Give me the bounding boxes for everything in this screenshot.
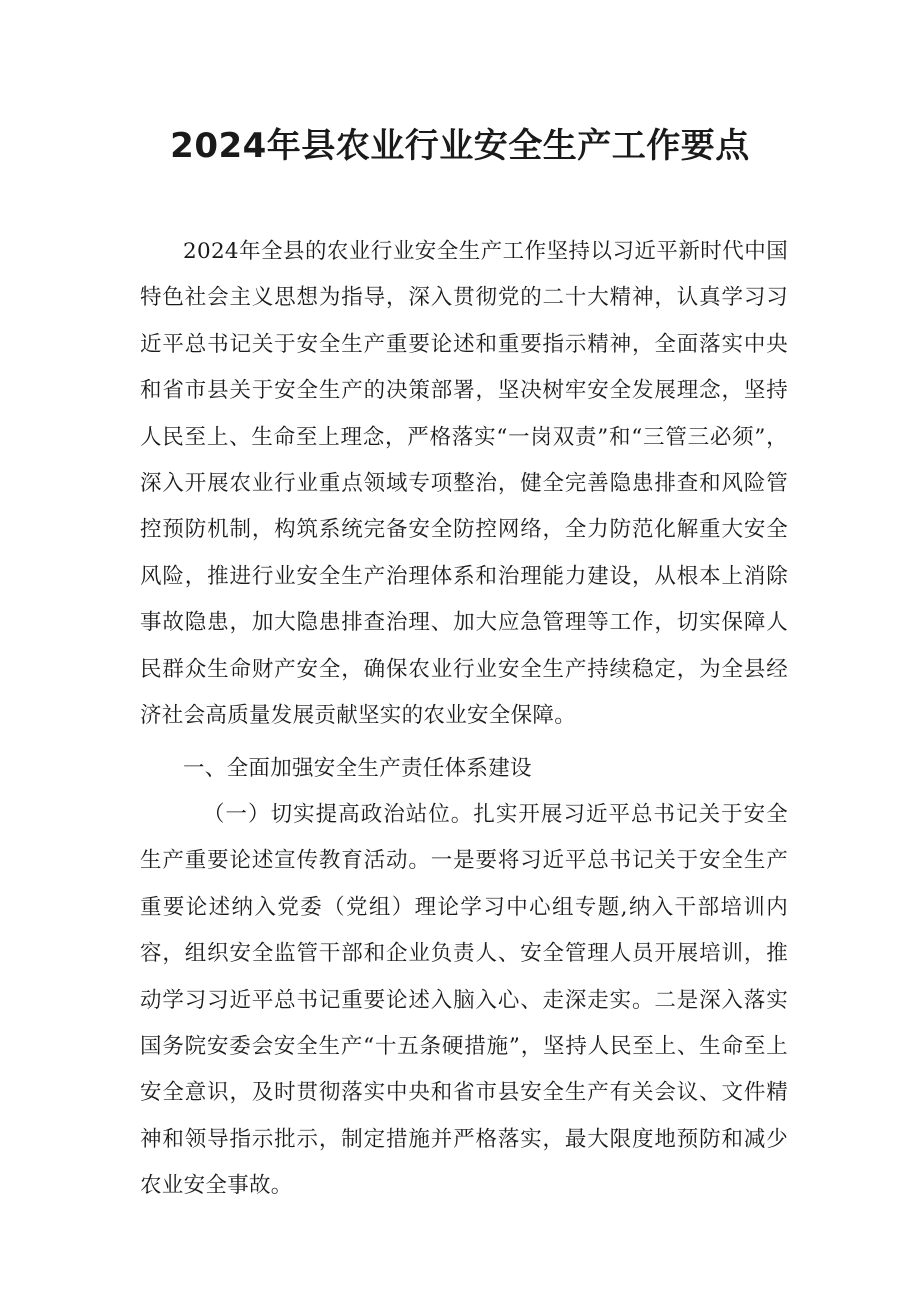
intro-paragraph: 2024年全县的农业行业安全生产工作坚持以习近平新时代中国特色社会主义思想为指导，深入贯彻党的二十大精神，认真学习习近平总书记关于安全生产重要论述和重要指示精神，全面落实中央和省市县关于安全生产的决策部署，坚决树牢安全发展理念，坚持人民至上、生命至上理念，严格落实“一岗双责”和“三管三必须”，深入开展农业行业重点领域专项整治，健全完善隐患排查和风险管控预防机制，构筑系统完备安全防控网络，全力防范化解重大安全风险，推进行业安全生产治理体系和治理能力建设，从根本上消除事故隐患，加大隐患排查治理、加大应急管理等工作，切实保障人民群众生命财产安全，确保农业行业安全生产持续稳定，为全县经济社会高质量发展贡献坚实的农业安全保障。 [140,239,788,729]
document-title: 2024年县农业行业安全生产工作要点 [170,126,750,166]
section-paragraph: （一）切实提高政治站位。扎实开展习近平总书记关于安全生产重要论述宣传教育活动。一是要将习近平总书记关于安全生产重要论述纳入党委（党组）理论学习中心组专题,纳入干部培训内容，组织安全监管干部和企业负责人、安全管理人员开展培训，推动学习习近平总书记重要论述入脑入心、走深走实。二是深入落实国务院安委会安全生产“十五条硬措施”，坚持人民至上、生命至上安全意识，及时贯彻落实中央和省市县安全生产有关会议、文件精神和领导指示批示，制定措施并严格落实，最大限度地预防和减少农业安全事故。 [140,802,788,1199]
section-heading: 一、全面加强安全生产责任体系建设 [183,756,532,781]
